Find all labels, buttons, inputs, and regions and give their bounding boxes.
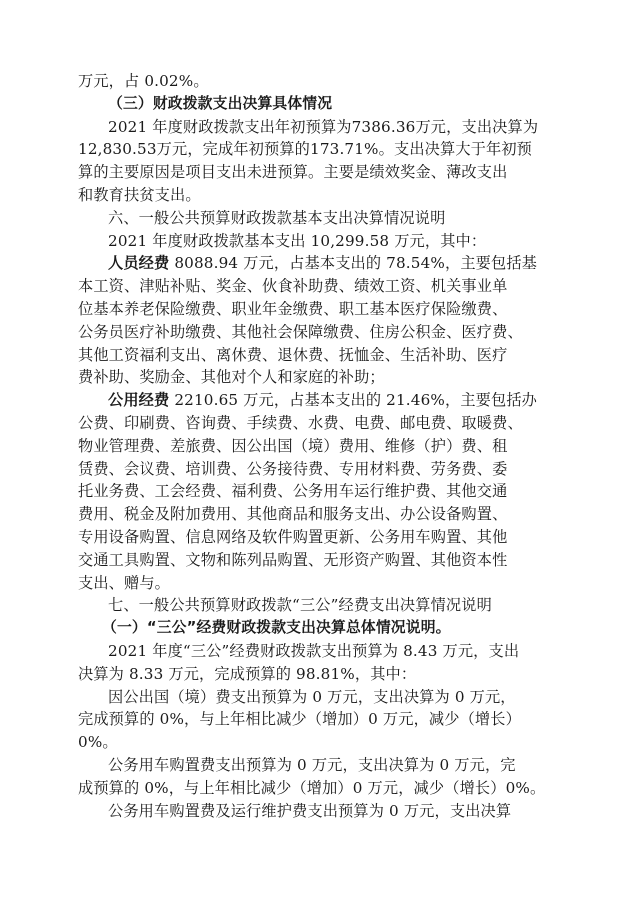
text-line: 专用设备购置、信息网络及软件购置更新、公务用车购置、其他 [78, 527, 508, 546]
text-line: 交通工具购置、文物和陈列品购置、无形资产购置、其他资本性 [78, 550, 508, 569]
text-line: 托业务费、工会经费、福利费、公务用车运行维护费、其他交通 [78, 482, 508, 501]
text-line [78, 389, 566, 412]
document-page [78, 70, 566, 822]
text-line: 12,830.53万元，完成年初预算的173.71%。支出决算大于年初预 [78, 140, 533, 159]
text-span: 8088.94 万元，占基本支出的 78.54%，主要包括基 [169, 254, 538, 273]
text-line: 公费、印刷费、咨询费、手续费、水费、电费、邮电费、取暖费、 [78, 413, 523, 432]
text-line: 公务用车购置费及运行维护费支出预算为 0 万元，支出决算 [108, 801, 512, 820]
section-heading: （一）“三公”经费财政拨款支出决算总体情况说明。 [102, 619, 451, 637]
text-span: 2210.65 万元，占基本支出的 21.46%，主要包括办 [169, 391, 538, 410]
text-line: 位基本养老保险缴费、职业年金缴费、职工基本医疗保险缴费、 [78, 299, 508, 318]
text-line: 决算为 8.33 万元，完成预算的 98.81%，其中： [78, 664, 417, 683]
text-line: 算的主要原因是项目支出未进预算。主要是绩效奖金、薄改支出 [78, 163, 508, 182]
text-line: 其他工资福利支出、离休费、退休费、抚恤金、生活补助、医疗 [78, 345, 508, 364]
section-heading: （三）财政拨款支出决算具体情况 [108, 94, 333, 112]
bold-term: 人员经费 [108, 254, 170, 273]
text-line: 0%。 [78, 733, 118, 752]
text-line [78, 252, 566, 275]
text-line: 赁费、会议费、培训费、公务接待费、专用材料费、劳务费、委 [78, 459, 508, 478]
text-line: 公务用车购置费支出预算为 0 万元，支出决算为 0 万元，完 [108, 755, 516, 774]
text-line: 费用、税金及附加费用、其他商品和服务支出、办公设备购置、 [78, 505, 508, 524]
section-title: 六、一般公共预算财政拨款基本支出决算情况说明 [108, 208, 446, 227]
text-line: 本工资、津贴补贴、奖金、伙食补助费、绩效工资、机关事业单 [78, 277, 508, 296]
text-line: 万元，占 0.02%。 [78, 72, 209, 90]
text-line: 2021 年度财政拨款基本支出 10,299.58 万元，其中： [108, 231, 487, 250]
text-line: 和教育扶贫支出。 [78, 185, 201, 204]
section-title: 七、一般公共预算财政拨款“三公”经费支出决算情况说明 [108, 596, 492, 615]
text-line: 公务员医疗补助缴费、其他社会保障缴费、住房公积金、医疗费、 [78, 322, 523, 341]
text-line: 物业管理费、差旅费、因公出国（境）费用、维修（护）费、租 [78, 436, 508, 455]
text-line: 2021 年度“三公”经费财政拨款支出预算为 8.43 万元，支出 [108, 641, 520, 660]
text-line: 支出、赠与。 [78, 573, 171, 592]
bold-term: 公用经费 [108, 391, 170, 410]
text-line: 完成预算的 0%，与上年相比减少（增加）0 万元，减少（增长） [78, 710, 521, 729]
text-line: 2021 年度财政拨款支出年初预算为7386.36万元，支出决算为 [108, 117, 539, 136]
text-line: 因公出国（境）费支出预算为 0 万元，支出决算为 0 万元， [108, 687, 516, 706]
text-line: 费补助、奖励金、其他对个人和家庭的补助； [78, 368, 385, 387]
text-line: 成预算的 0%，与上年相比减少（增加）0 万元，减少（增长）0%。 [78, 778, 546, 797]
